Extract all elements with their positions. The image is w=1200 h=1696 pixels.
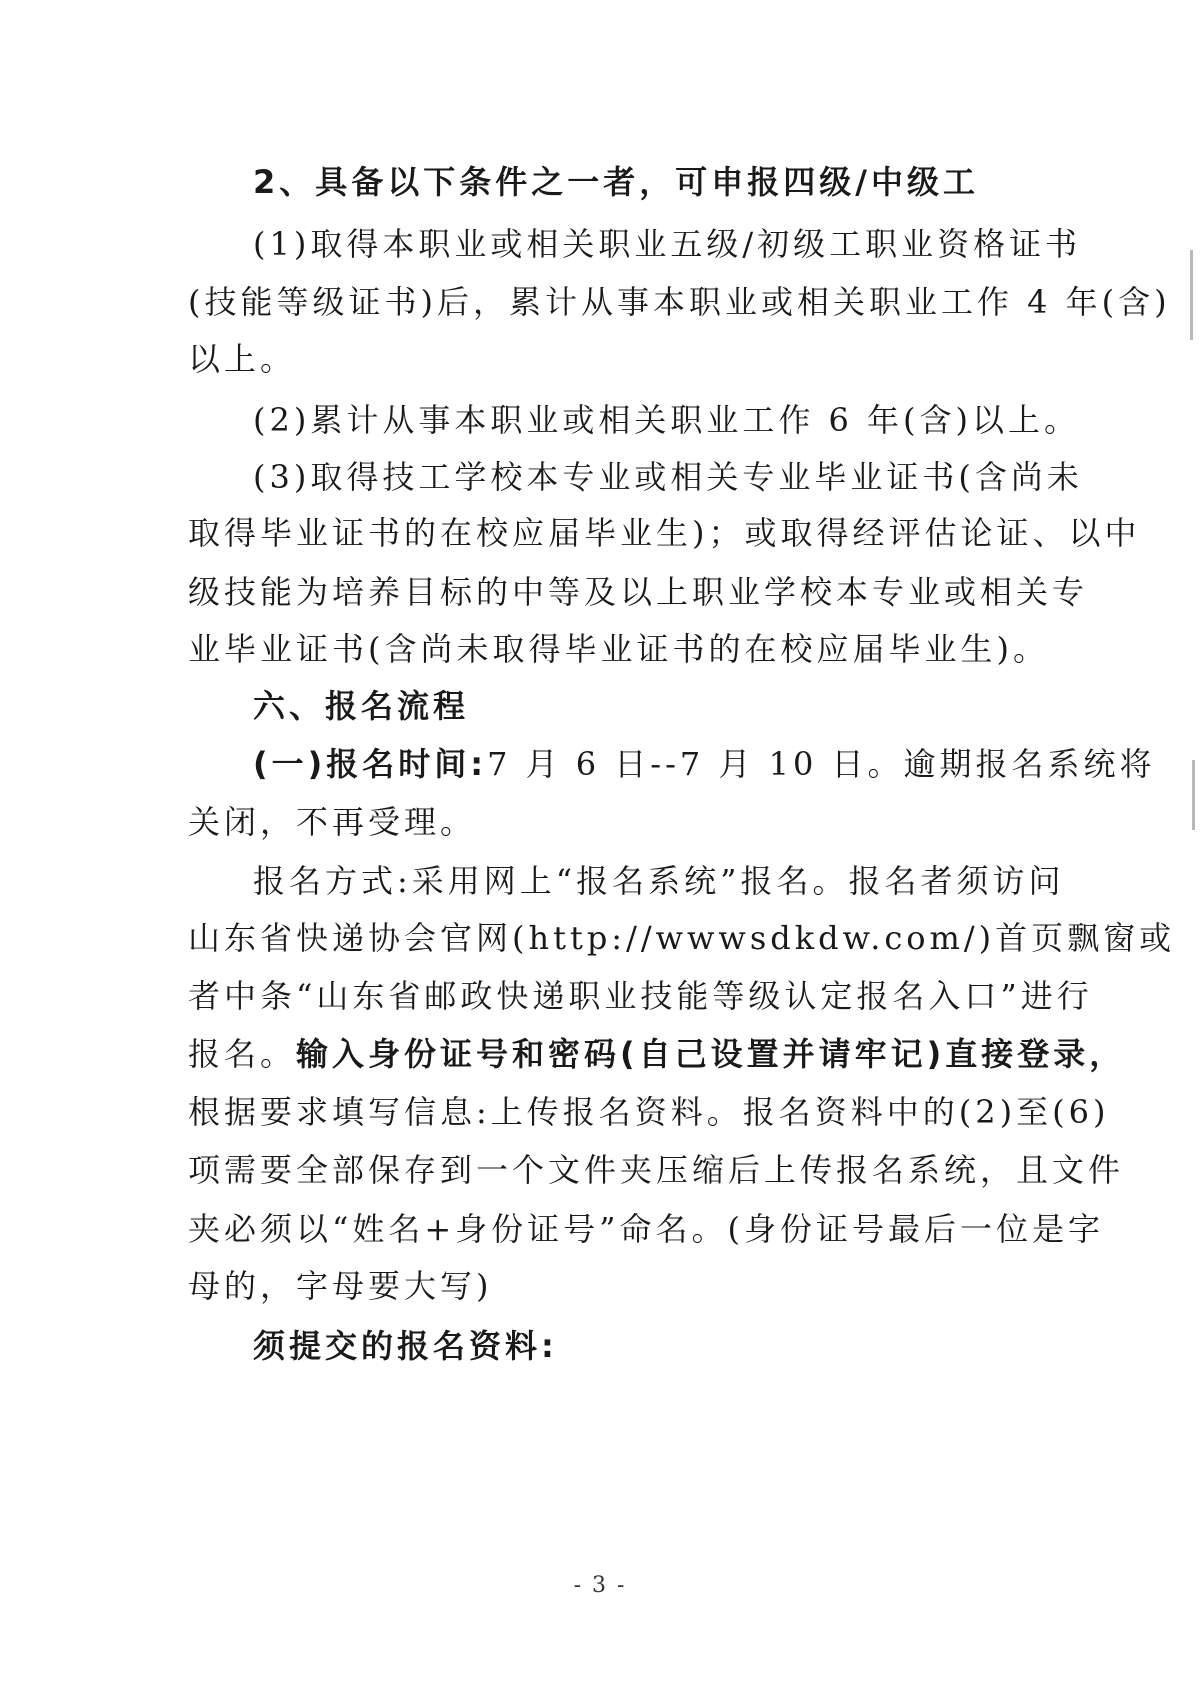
registration-method-line-3: 者中条“山东省邮政快递职业技能等级认定报名入口”进行 [188,977,1093,1015]
registration-method-line-8: 母的，字母要大写) [188,1267,493,1305]
condition-2-item-1-line-3: 以上。 [188,340,297,378]
condition-2-item-1-line-2: (技能等级证书)后，累计从事本职业或相关职业工作 4 年(含) [188,283,1171,321]
scan-edge-mark [1190,250,1193,340]
condition-2-item-3-line-3: 级技能为培养目标的中等及以上职业学校本专业或相关专 [188,573,1089,611]
registration-method-line-5: 根据要求填写信息:上传报名资料。报名资料中的(2)至(6) [188,1093,1110,1131]
required-materials-heading: 须提交的报名资料: [253,1327,558,1365]
condition-2-heading: 2、具备以下条件之一者，可申报四级/中级工 [253,163,979,201]
condition-2-item-3-line-2: 取得毕业证书的在校应届毕业生)；或取得经评估论证、以中 [188,514,1141,552]
registration-method-line-7: 夹必须以“姓名+身份证号”命名。(身份证号最后一位是字 [188,1210,1105,1248]
login-instruction: 输入身份证号和密码(自己设置并请牢记)直接登录， [296,1035,1126,1073]
condition-2-item-3-line-4: 业毕业证书(含尚未取得毕业证书的在校应届毕业生)。 [188,630,1049,668]
registration-time-line-2: 关闭，不再受理。 [188,803,477,841]
scan-edge-mark [1192,760,1195,830]
registration-method-line-4 [188,1034,1125,1074]
registration-method-line-2: 山东省快递协会官网(http://wwwsdkdw.com/)首页飘窗或 [188,919,1176,957]
page-number: - 3 - [573,1573,627,1598]
registration-method-text: 报名。 [188,1035,297,1073]
section-6-heading: 六、报名流程 [253,687,470,725]
registration-method-line-1: 报名方式:采用网上“报名系统”报名。报名者须访问 [253,862,1065,900]
registration-time-value: 7 月 6 日--7 月 10 日。逾期报名系统将 [487,745,1156,783]
condition-2-item-2: (2)累计从事本职业或相关职业工作 6 年(含)以上。 [253,401,1081,439]
condition-2-item-3-line-1: (3)取得技工学校本专业或相关专业毕业证书(含尚未 [253,458,1083,496]
condition-2-item-1-line-1: (1)取得本职业或相关职业五级/初级工职业资格证书 [253,225,1082,263]
registration-time-label: (一)报名时间: [253,745,488,783]
registration-time-line-1 [253,744,1156,784]
registration-method-line-6: 项需要全部保存到一个文件夹压缩后上传报名系统，且文件 [188,1151,1125,1189]
